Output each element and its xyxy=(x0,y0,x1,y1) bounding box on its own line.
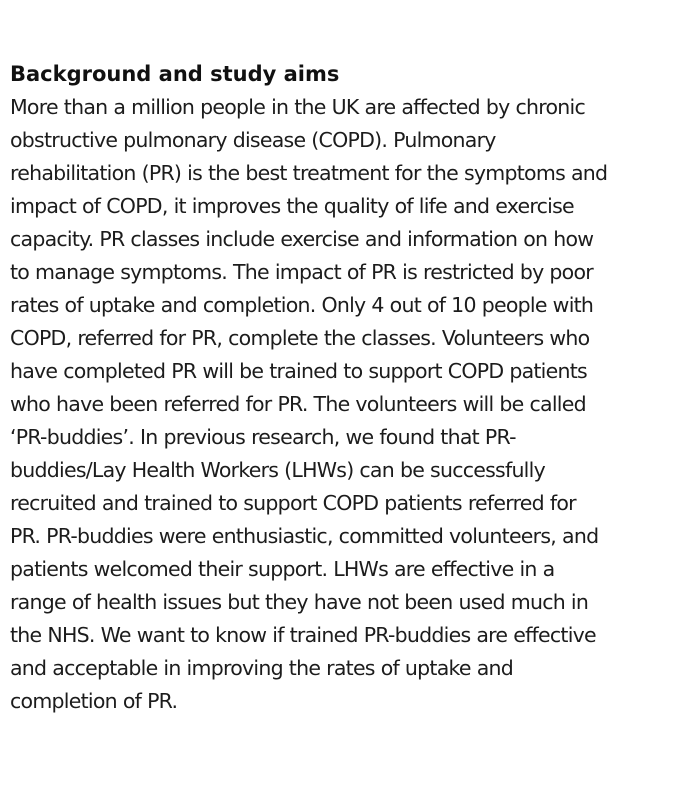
paragraph-line: patients welcomed their support. LHWs are effective in a xyxy=(10,557,555,581)
section-body-paragraph xyxy=(10,91,682,718)
paragraph-line: PR. PR-buddies were enthusiastic, committed volunteers, and xyxy=(10,524,599,548)
paragraph-line: recruited and trained to support COPD patients referred for xyxy=(10,491,576,515)
paragraph-line: range of health issues but they have not been used much in xyxy=(10,590,589,614)
paragraph-line: More than a million people in the UK are affected by chronic xyxy=(10,95,585,119)
paragraph-line: ‘PR-buddies’. In previous research, we found that PR- xyxy=(10,425,516,449)
paragraph-line: the NHS. We want to know if trained PR-buddies are effective xyxy=(10,623,596,647)
paragraph-line: completion of PR. xyxy=(10,689,178,713)
paragraph-line: to manage symptoms. The impact of PR is restricted by poor xyxy=(10,260,593,284)
document-section xyxy=(10,58,682,718)
section-heading: Background and study aims xyxy=(10,62,340,86)
paragraph-line: COPD, referred for PR, complete the classes. Volunteers who xyxy=(10,326,590,350)
paragraph-line: capacity. PR classes include exercise and information on how xyxy=(10,227,594,251)
paragraph-line: and acceptable in improving the rates of uptake and xyxy=(10,656,514,680)
paragraph-line: rehabilitation (PR) is the best treatment for the symptoms and xyxy=(10,161,608,185)
paragraph-line: who have been referred for PR. The volunteers will be called xyxy=(10,392,586,416)
paragraph-line: impact of COPD, it improves the quality of life and exercise xyxy=(10,194,574,218)
paragraph-line: rates of uptake and completion. Only 4 out of 10 people with xyxy=(10,293,594,317)
paragraph-line: buddies/Lay Health Workers (LHWs) can be successfully xyxy=(10,458,545,482)
paragraph-line: obstructive pulmonary disease (COPD). Pulmonary xyxy=(10,128,496,152)
paragraph-line: have completed PR will be trained to support COPD patients xyxy=(10,359,587,383)
